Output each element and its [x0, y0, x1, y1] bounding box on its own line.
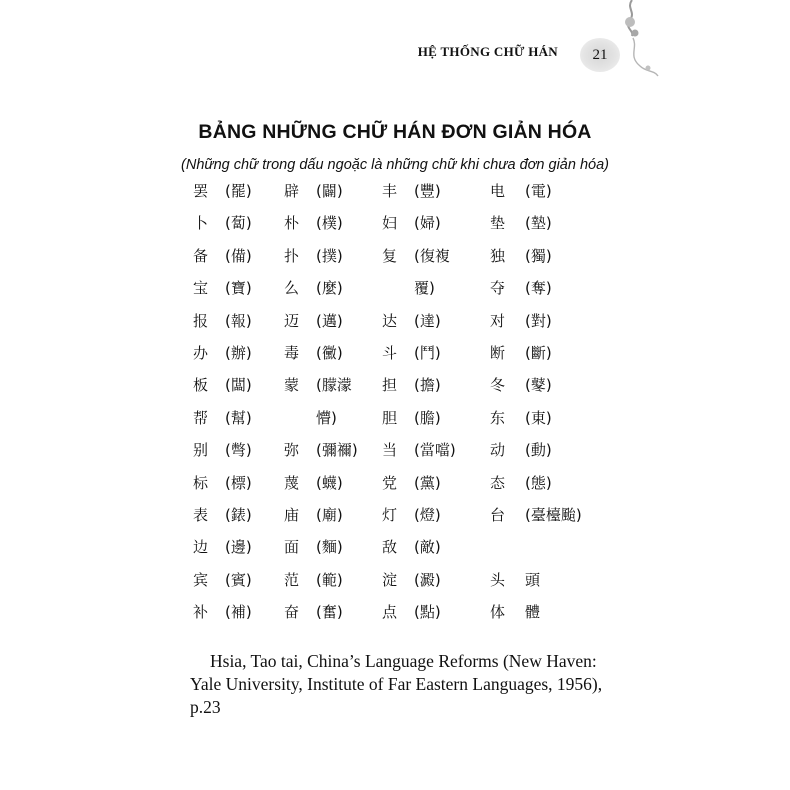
simplified-character: 党	[382, 473, 398, 492]
simplified-character: 宝	[193, 279, 209, 298]
simplified-character: 头	[490, 570, 506, 589]
simplified-character: 胆	[382, 408, 398, 427]
simplified-character: 朴	[284, 214, 300, 233]
simplified-character: 对	[490, 311, 506, 330]
simplified-character: 担	[382, 376, 398, 395]
simplified-character: 淀	[382, 570, 398, 589]
simplified-character: 表	[193, 506, 209, 524]
traditional-character: (點)	[414, 603, 441, 622]
simplified-character: 宾	[193, 570, 209, 589]
traditional-character: (獨)	[525, 246, 552, 265]
traditional-character: (電)	[525, 182, 552, 200]
traditional-character: (辦)	[225, 344, 252, 362]
traditional-character: (邁)	[316, 311, 343, 330]
traditional-character: (燈)	[414, 506, 441, 524]
page-number-badge	[580, 38, 620, 72]
simplified-character: 弥	[284, 441, 300, 460]
simplified-character: 么	[284, 279, 300, 298]
traditional-character: (撲)	[316, 246, 343, 265]
simplified-character: 垫	[490, 214, 506, 233]
traditional-character: (彌禰)	[316, 441, 358, 460]
simplified-character: 板	[193, 376, 209, 395]
simplified-character: 蒙	[284, 376, 300, 395]
simplified-character: 台	[490, 506, 506, 524]
simplified-character: 别	[193, 441, 209, 460]
traditional-character: (麼)	[316, 279, 343, 298]
simplified-character: 备	[193, 246, 209, 265]
simplified-character: 夺	[490, 279, 506, 298]
traditional-character: (報)	[225, 311, 252, 330]
traditional-character: (態)	[525, 473, 552, 492]
simplified-character: 断	[490, 344, 506, 362]
simplified-character: 辟	[284, 182, 300, 200]
traditional-character: 覆)	[414, 279, 435, 298]
traditional-character: (鬥)	[414, 344, 441, 362]
simplified-character: 标	[193, 473, 209, 492]
simplified-character: 丰	[382, 182, 398, 200]
simplified-character: 达	[382, 311, 398, 330]
simplified-character: 独	[490, 246, 506, 265]
traditional-character: (蠛)	[316, 473, 343, 492]
simplified-character: 毒	[284, 344, 300, 362]
traditional-character: (當噹)	[414, 441, 456, 460]
simplified-character: 罢	[193, 182, 209, 200]
simplified-character: 边	[193, 538, 209, 557]
simplified-character: 迈	[284, 311, 300, 330]
traditional-character: (奪)	[525, 279, 552, 298]
traditional-character: (墊)	[525, 214, 552, 233]
simplified-character: 体	[490, 603, 506, 622]
traditional-character: (黴)	[316, 344, 343, 362]
traditional-character: (蔔)	[225, 214, 252, 233]
simplified-character: 斗	[382, 344, 398, 362]
page-subtitle: (Những chữ trong dấu ngoặc là những chữ khi chưa đơn giản hóa)	[181, 157, 609, 173]
citation: Hsia, Tao tai, China’s Language Reforms (New Haven: Yale University, Institute of Far Eastern Languages, 1956), p.23	[190, 651, 603, 717]
traditional-character: (罷)	[225, 182, 252, 200]
traditional-character: (闢)	[316, 182, 343, 200]
simplified-character: 扑	[284, 246, 300, 265]
traditional-character: (鼕)	[525, 376, 552, 395]
traditional-character: (黨)	[414, 473, 441, 492]
traditional-character: (廟)	[316, 506, 343, 524]
page-number: 21	[592, 46, 608, 63]
traditional-character: (東)	[525, 408, 552, 427]
simplified-character: 蔑	[284, 473, 300, 492]
simplified-character: 态	[490, 473, 506, 492]
simplified-character: 范	[284, 570, 300, 589]
traditional-character: (標)	[225, 473, 252, 492]
simplified-character: 复	[382, 246, 398, 265]
traditional-character: (朦濛	[316, 376, 352, 395]
simplified-character: 报	[193, 311, 209, 330]
traditional-character: (動)	[525, 441, 552, 460]
traditional-character: (邊)	[225, 538, 252, 557]
traditional-character: (錶)	[225, 506, 252, 524]
simplified-character: 东	[490, 408, 506, 427]
traditional-character: (復複	[414, 246, 450, 265]
simplified-character: 卜	[193, 214, 209, 233]
traditional-character: (彆)	[225, 441, 252, 460]
simplified-character: 点	[382, 603, 398, 622]
traditional-character: (寶)	[225, 279, 252, 298]
page-title: BẢNG NHỮNG CHỮ HÁN ĐƠN GIẢN HÓA	[198, 121, 592, 143]
traditional-character: (麵)	[316, 538, 343, 557]
traditional-character: (範)	[316, 570, 343, 589]
simplified-character: 冬	[490, 376, 506, 395]
simplified-character: 帮	[193, 408, 209, 427]
traditional-character: (斷)	[525, 344, 552, 362]
simplified-character: 当	[382, 441, 398, 460]
simplified-character: 灯	[382, 506, 398, 524]
simplified-character: 面	[284, 538, 300, 557]
simplified-character: 敌	[382, 538, 398, 557]
simplified-character: 奋	[284, 603, 300, 622]
traditional-character: (達)	[414, 311, 441, 330]
running-header-title: HỆ THỐNG CHỮ HÁN	[417, 44, 558, 59]
simplified-character: 庙	[284, 506, 300, 524]
simplified-character: 电	[490, 182, 506, 200]
traditional-character: (闆)	[225, 376, 252, 395]
traditional-character: (擔)	[414, 376, 441, 395]
traditional-character: (樸)	[316, 214, 343, 233]
traditional-character: (幫)	[225, 408, 252, 427]
traditional-character: (豐)	[414, 182, 441, 200]
traditional-character: 頭	[525, 570, 541, 589]
traditional-character: (膽)	[414, 408, 441, 427]
traditional-character: (婦)	[414, 214, 441, 233]
traditional-character: (奮)	[316, 603, 343, 622]
traditional-character: (賓)	[225, 570, 252, 589]
simplified-character: 补	[193, 603, 209, 622]
traditional-character: 懵)	[316, 408, 337, 427]
simplified-character: 动	[490, 441, 506, 460]
traditional-character: (澱)	[414, 570, 441, 589]
traditional-character: (敵)	[414, 538, 441, 557]
traditional-character: 體	[525, 603, 541, 622]
traditional-character: (臺檯颱)	[525, 506, 582, 524]
simplified-character: 妇	[382, 214, 398, 233]
traditional-character: (補)	[225, 603, 252, 622]
simplified-character: 办	[193, 344, 209, 362]
traditional-character: (備)	[225, 246, 252, 265]
traditional-character: (對)	[525, 311, 552, 330]
